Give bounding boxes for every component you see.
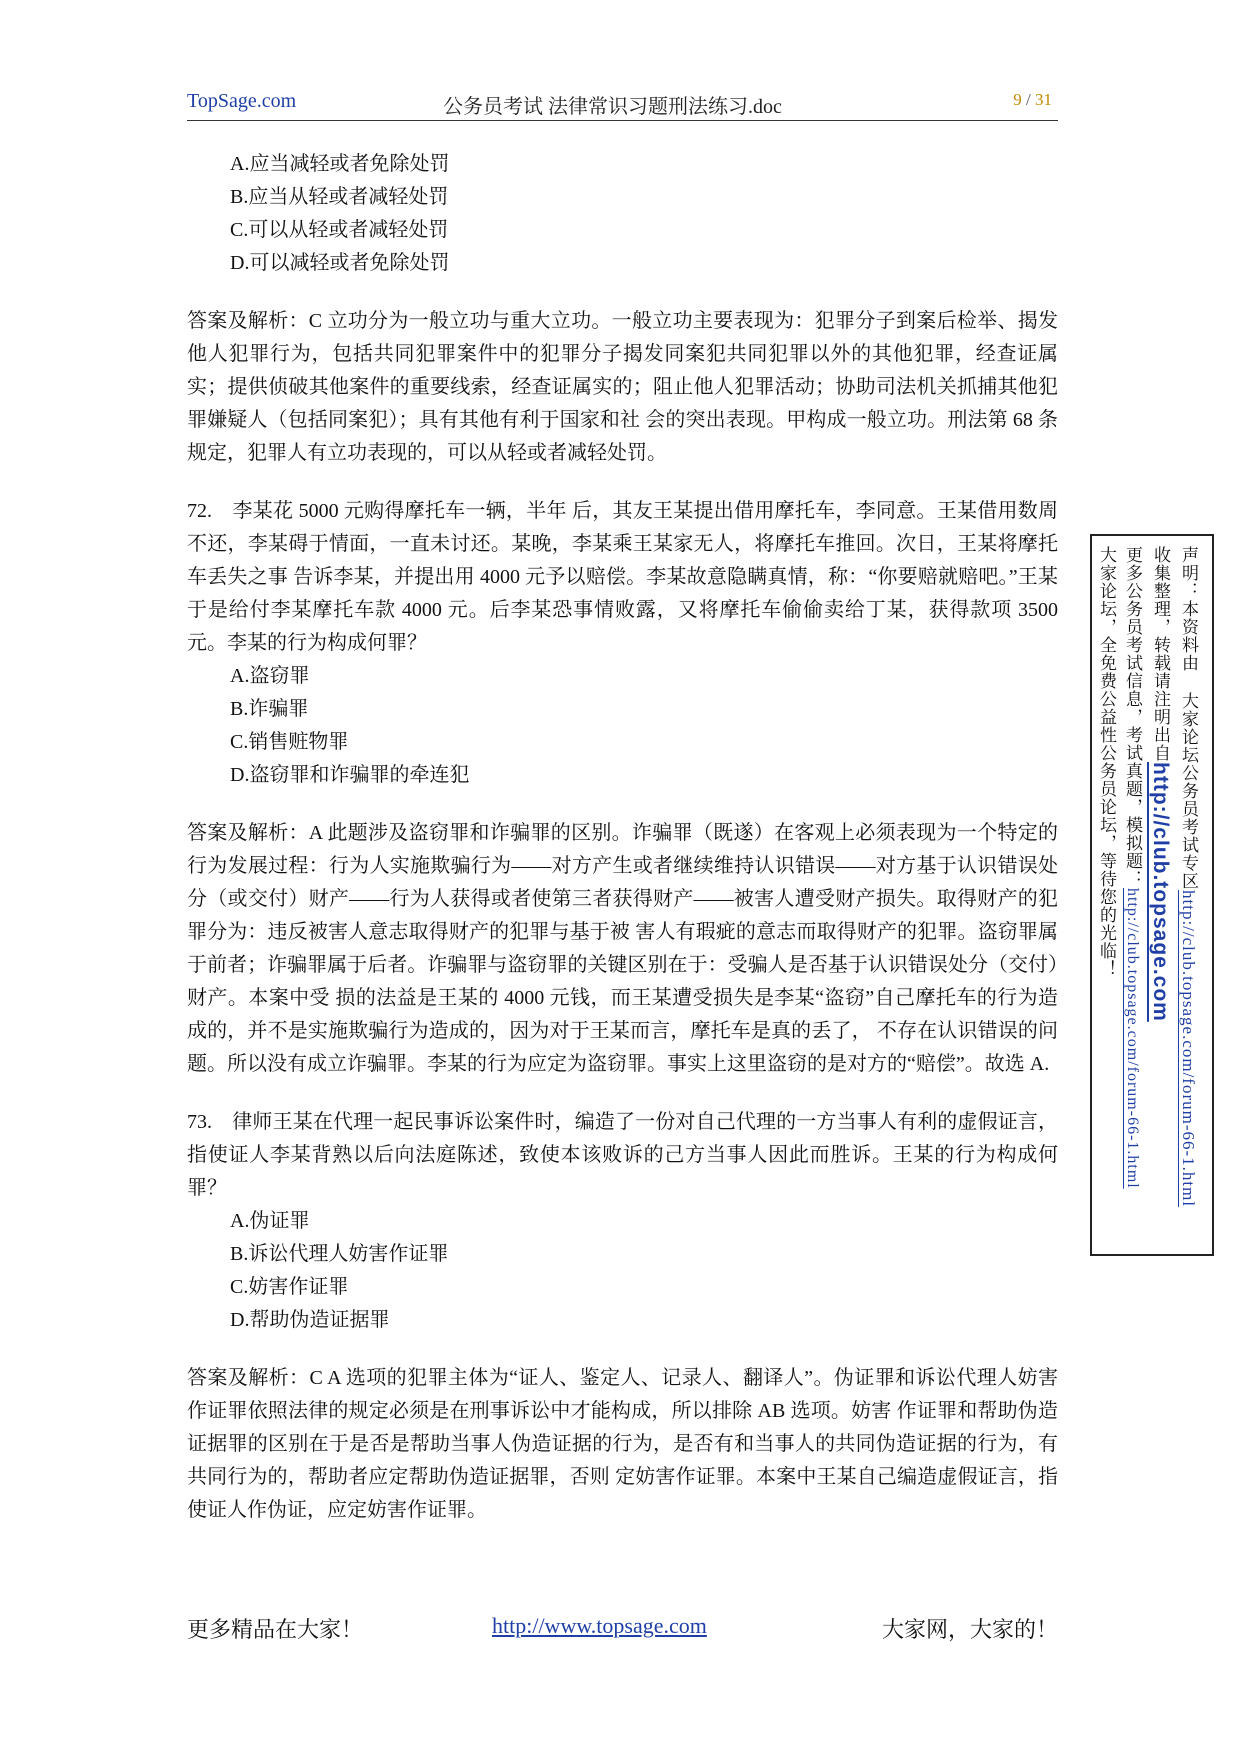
club-link[interactable]: http://club.topsage.com — [1149, 762, 1172, 1022]
page-total: 31 — [1035, 90, 1052, 109]
footer-link[interactable]: http://www.topsage.com — [492, 1613, 707, 1638]
spacer — [187, 280, 1058, 305]
option-b: B.诉讼代理人妨害作证罪 — [230, 1243, 449, 1265]
answer-explanation-73: 答案及解析：C A 选项的犯罪主体为“证人、鉴定人、记录人、翻译人”。伪证罪和诉讼代理人妨害作证罪依照法律的规定必须是在刑事诉讼中才能构成，所以排除 AB 选项。妨害 作证罪和帮助伪造证据罪的区别在于是否是帮助当事人伪造证据的行为，是否有和当事人的共同伪造证据的行为，有共同行为的，帮助者应定帮助伪造证据罪，否则 定妨害作证罪。本案中王某自己编造虚假证言，指使证人作伪证，应定妨害作证罪。 — [187, 1367, 1058, 1521]
question-73: 73. 律师王某在代理一起民事诉讼案件时，编造了一份对自己代理的一方当事人有利的虚假证言，指使证人李某背熟以后向法庭陈述，致使本该败诉的己方当事人因此而胜诉。王某的行为构成何罪？ — [187, 1111, 1058, 1199]
welcome-text: 大家论坛，全免费公益性公务员论坛，等待您的光临！ — [1097, 546, 1116, 978]
option-a: A.应当减轻或者免除处罚 — [230, 153, 450, 175]
option-a: A.盗窃罪 — [230, 665, 310, 687]
option-a: A.伪证罪 — [230, 1210, 310, 1232]
site-name[interactable]: TopSage.com — [187, 90, 297, 112]
question-72: 72. 李某花 5000 元购得摩托车一辆，半年 后，其友王某提出借用摩托车，李同意。王某借用数周不还，李某碍于情面，一直未讨还。某晚，李某乘王某家无人，将摩托车推回。次日，王某将摩托车丢失之事 告诉李某，并提出用 4000 元予以赔偿。李某故意隐瞒真情，称：“你要赔就赔吧。”王某于是给付李某摩托车款 4000 元。后李某恐事情败露，又将摩托车偷偷卖给丁某，获得款项 3500 元。李某的行为构成何罪？ — [187, 500, 1058, 654]
spacer — [187, 1081, 1058, 1106]
spacer — [187, 470, 1058, 495]
more-info-text: 更多公务员考试信息，考试真题，模拟题： — [1123, 546, 1142, 888]
document-title: 公务员考试 法律常识习题刑法练习.doc — [443, 96, 782, 118]
forum-link-2[interactable]: http://club.topsage.com/forum-66-1.html — [1124, 888, 1141, 1189]
page-number — [1013, 90, 1052, 110]
spacer — [187, 792, 1058, 817]
page-header — [187, 86, 1058, 121]
spacer — [187, 1337, 1058, 1362]
disclaimer-column-4 — [1096, 546, 1116, 1246]
disclaimer-column-1 — [1178, 546, 1198, 1246]
answer-explanation: 答案及解析：C 立功分为一般立功与重大立功。一般立功主要表现为：犯罪分子到案后检举、揭发他人犯罪行为，包括共同犯罪案件中的犯罪分子揭发同案犯共同犯罪以外的其他犯罪，经查证属实；提供侦破其他案件的重要线索，经查证属实的；阻止他人犯罪活动；协助司法机关抓捕其他犯罪嫌疑人（包括同案犯）；具有其他有利于国家和社 会的突出表现。甲构成一般立功。刑法第 68 条规定，犯罪人有立功表现的，可以从轻或者减轻处罚。 — [187, 310, 1058, 464]
forum-link[interactable]: http://club.topsage.com/forum-66-1.html — [1179, 890, 1198, 1208]
source-text: 收集整理，转载请注明出自 — [1151, 546, 1170, 762]
option-c: C.销售赃物罪 — [230, 731, 349, 753]
page-separator: / — [1021, 90, 1035, 109]
option-c: C.可以从轻或者减轻处罚 — [230, 219, 449, 241]
page-footer — [187, 1613, 1058, 1647]
disclaimer-column-3 — [1122, 546, 1142, 1246]
disclaimer-column-2 — [1150, 546, 1170, 1246]
option-b: B.应当从轻或者减轻处罚 — [230, 186, 449, 208]
page-current: 9 — [1013, 90, 1022, 109]
footer-left-text: 更多精品在大家！ — [187, 1617, 364, 1642]
option-b: B.诈骗罪 — [230, 698, 309, 720]
option-c: C.妨害作证罪 — [230, 1276, 349, 1298]
answer-explanation-72: 答案及解析：A 此题涉及盗窃罪和诈骗罪的区别。诈骗罪（既遂）在客观上必须表现为一个特定的行为发展过程：行为人实施欺骗行为——对方产生或者继续维持认识错误——对方基于认识错误处分（或交付）财产——行为人获得或者使第三者获得财产——被害人遭受财产损失。取得财产的犯罪分为：违反被害人意志取得财产的犯罪与基于被 害人有瑕疵的意志而取得财产的犯罪。盗窃罪属于前者；诈骗罪属于后者。诈骗罪与盗窃罪的关键区别在于：受骗人是否基于认识错误处分（交付）财产。本案中受 损的法益是王某的 4000 元钱，而王某遭受损失是李某“盗窃”自己摩托车的行为造成的，并不是实施欺骗行为造成的，因为对于王某而言，摩托车是真的丢了， 不存在认识错误的问题。所以没有成立诈骗罪。李某的行为应定为盗窃罪。事实上这里盗窃的是对方的“赔偿”。故选 A. — [187, 822, 1058, 1075]
option-d: D.盗窃罪和诈骗罪的牵连犯 — [230, 764, 470, 786]
footer-right-text: 大家网，大家的！ — [881, 1617, 1058, 1642]
option-d: D.帮助伪造证据罪 — [230, 1309, 390, 1331]
disclaimer-text: 声明：本资料由 大家论坛公务员考试专区 — [1179, 546, 1198, 890]
disclaimer-box — [1090, 534, 1214, 1256]
document-body — [187, 148, 1058, 1527]
option-d: D.可以减轻或者免除处罚 — [230, 252, 450, 274]
